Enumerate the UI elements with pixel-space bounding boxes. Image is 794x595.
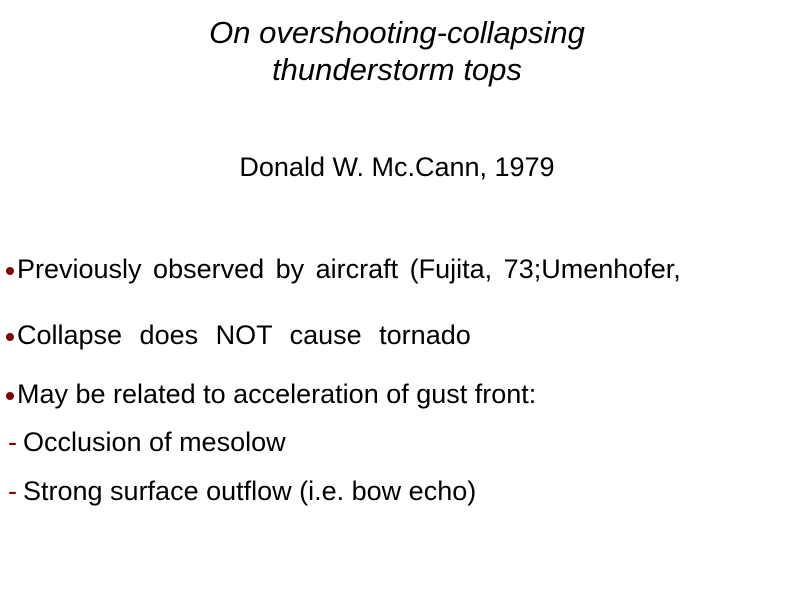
bullet-text: May be related to acceleration of gust front:: [17, 379, 537, 409]
title-line-2: thunderstorm tops: [272, 52, 522, 87]
bullet-item: [6, 377, 536, 411]
sub-item-text: Occlusion of mesolow: [23, 427, 286, 457]
bullet-text: Previously observed by aircraft (Fujita, 73;Umenhofer,: [17, 254, 681, 284]
bullet-item: [6, 318, 471, 352]
sub-item: [8, 425, 286, 459]
sub-item: [8, 474, 476, 508]
dash-marker: -: [8, 476, 17, 506]
dash-marker: -: [8, 427, 17, 457]
bullet-text: Collapse does NOT cause tornado: [17, 320, 471, 350]
title-line-1: On overshooting-collapsing: [209, 15, 585, 50]
bullet-dot-icon: [6, 333, 14, 341]
slide-title: [0, 14, 794, 88]
author-line: Donald W. Mc.Cann, 1979: [239, 152, 555, 182]
bullet-item: [6, 252, 681, 286]
bullet-dot-icon: [6, 392, 14, 400]
bullet-dot-icon: [6, 267, 14, 275]
sub-item-text: Strong surface outflow (i.e. bow echo): [23, 476, 477, 506]
